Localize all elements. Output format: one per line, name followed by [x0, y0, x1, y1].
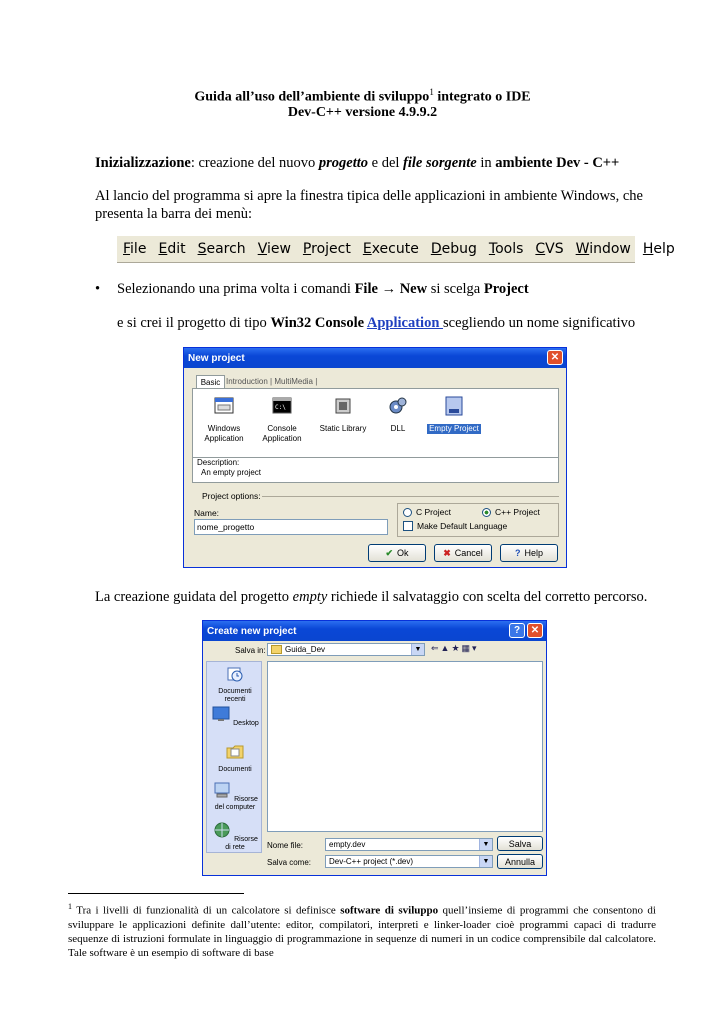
help-question-icon[interactable]: ?	[509, 623, 525, 638]
radio-cpp-label: C++ Project	[495, 507, 540, 517]
cancel-button[interactable]	[434, 544, 492, 562]
project-options-label: Project options:	[202, 491, 261, 501]
init-text-3: in	[476, 155, 496, 171]
nome-file-label: Nome file:	[267, 841, 304, 850]
close-icon[interactable]: ✕	[527, 623, 543, 638]
footnote-number: 1	[68, 902, 72, 911]
back-icon[interactable]: ⇐	[431, 643, 441, 653]
application-link[interactable]: Application	[366, 315, 444, 331]
cancel-x-icon: ✖	[443, 547, 451, 558]
init-progetto: progetto	[318, 155, 369, 171]
bullet-t1: Selezionando una prima volta i comandi	[117, 281, 355, 297]
options-divider	[262, 496, 559, 497]
template-console-app[interactable]	[257, 395, 307, 444]
svg-text:C:\: C:\	[275, 404, 286, 411]
place-risorse-rete[interactable]	[210, 821, 260, 852]
title-text-end: integrato o IDE	[433, 89, 531, 105]
template-windows-app[interactable]	[199, 395, 249, 444]
new-folder-icon[interactable]: ★	[451, 643, 462, 653]
create-project-titlebar	[203, 621, 546, 641]
arrow-icon: →	[381, 281, 397, 297]
launch-paragraph: Al lancio del programma si apre la finestra tipica delle applicazioni in ambiente Windows, che presenta la barra dei menù:	[95, 188, 643, 222]
ok-label: Ok	[397, 548, 409, 558]
place-label: Risorse di rete	[225, 836, 258, 851]
view-menu-icon[interactable]: ▦▾	[461, 643, 479, 653]
template-static-library[interactable]	[315, 395, 371, 434]
cancel-label: Cancel	[454, 548, 483, 558]
radio-icon	[403, 508, 412, 517]
help-button[interactable]	[500, 544, 558, 562]
name-label: Name:	[194, 508, 220, 518]
empty-project-icon	[443, 395, 465, 417]
description-label: Description:	[197, 458, 240, 467]
template-label: Windows	[207, 424, 241, 433]
menu-debug: Debug	[430, 241, 477, 257]
menu-file: File	[123, 241, 147, 257]
template-empty-project[interactable]	[427, 395, 481, 434]
bullet-new: New	[399, 281, 428, 297]
menu-cvs: CVS	[535, 241, 564, 257]
menu-project: Project	[302, 241, 351, 257]
radio-c-project[interactable]	[403, 507, 451, 517]
checkbox-icon	[403, 521, 413, 531]
help-label: Help	[524, 548, 543, 558]
footnote-t1: Tra i livelli di funzionalità di un calcolatore si definisce	[72, 904, 341, 917]
radio-c-label: C Project	[416, 507, 451, 517]
chevron-down-icon: ▼	[479, 856, 492, 867]
template-label: Console	[267, 424, 297, 433]
menu-help: Help	[642, 241, 675, 257]
salva-button[interactable]: Salva	[497, 836, 543, 851]
file-list[interactable]	[267, 661, 543, 832]
menu-window: Window	[575, 241, 631, 257]
title-text: Guida all’uso dell’ambiente di sviluppo	[194, 89, 430, 105]
place-documenti[interactable]	[210, 743, 260, 774]
salva-come-label: Salva come:	[267, 858, 312, 867]
chevron-down-icon: ▼	[411, 644, 424, 655]
init-ambiente: ambiente Dev - C++	[495, 155, 620, 171]
place-label: Desktop	[233, 720, 259, 727]
bullet-text	[117, 280, 529, 298]
bullet-project: Project	[483, 281, 529, 297]
project-name-input[interactable]	[194, 519, 388, 535]
template-label-selected: Empty Project	[427, 424, 481, 434]
salva-come-value: Dev-C++ project (*.dev)	[329, 857, 414, 866]
chevron-down-icon: ▼	[479, 839, 492, 850]
computer-icon	[212, 781, 232, 799]
tab-basic[interactable]: Basic	[196, 375, 225, 389]
template-label: Application	[262, 434, 302, 443]
init-paragraph	[95, 154, 619, 172]
menu-execute: Execute	[362, 241, 419, 257]
template-label: Static Library	[319, 424, 367, 433]
place-label: Risorse del computer	[214, 796, 258, 811]
new-project-title: New project	[188, 352, 245, 364]
doc-title-line1	[0, 87, 725, 106]
folder-value: Guida_Dev	[285, 645, 326, 654]
recent-clock-icon	[225, 665, 245, 683]
init-text-2: e del	[368, 155, 404, 171]
template-dll[interactable]	[373, 395, 423, 434]
new-project-dialog	[183, 347, 567, 568]
close-icon[interactable]: ✕	[547, 350, 563, 365]
init-file-sorgente: file sorgente	[403, 155, 477, 171]
doc-title-line2: Dev-C++ versione 4.9.9.2	[287, 105, 438, 120]
place-label: Documenti	[218, 766, 252, 773]
default-language-checkbox[interactable]	[403, 521, 507, 531]
footnote	[68, 900, 656, 960]
library-icon	[332, 395, 354, 417]
template-label: DLL	[390, 424, 406, 433]
nav-toolbar	[431, 643, 479, 654]
bullet-dot-icon: •	[95, 281, 101, 297]
description-box	[192, 458, 559, 483]
description-value: An empty project	[201, 468, 262, 477]
annulla-button[interactable]: Annulla	[497, 854, 543, 869]
salva-in-label: Salva in:	[235, 646, 266, 655]
documents-folder-icon	[225, 743, 245, 761]
empty-italic: empty	[292, 589, 328, 605]
nome-file-input[interactable]	[325, 838, 493, 851]
radio-cpp-project[interactable]	[482, 507, 540, 517]
bullet-t2: si scelga	[427, 281, 484, 297]
console-icon	[271, 395, 293, 417]
place-risorse-computer[interactable]	[210, 781, 260, 812]
folder-icon	[271, 645, 282, 654]
place-documenti-recenti[interactable]	[210, 665, 260, 704]
check-icon: ✔	[385, 547, 394, 558]
nome-file-value: empty.dev	[329, 840, 366, 849]
init-bold: Inizializzazione	[95, 155, 191, 171]
template-label: Application	[204, 434, 244, 443]
checkbox-label: Make Default Language	[417, 521, 508, 531]
footnote-ref: 1	[429, 87, 434, 97]
salva-come-select[interactable]	[325, 855, 493, 868]
bullet-file: File	[354, 281, 378, 297]
empty-t1: La creazione guidata del progetto	[95, 589, 293, 605]
menu-search: Search	[197, 241, 246, 257]
init-text: : creazione del nuovo	[190, 155, 319, 171]
place-desktop[interactable]	[210, 705, 260, 728]
place-label: Documenti recenti	[218, 688, 252, 703]
folder-select[interactable]	[267, 643, 425, 656]
menu-view: View	[257, 241, 291, 257]
footnote-separator	[68, 893, 244, 894]
win32-line	[117, 314, 635, 332]
desktop-icon	[211, 705, 231, 723]
footnote-t2: quell’insieme di programmi che consentono di sviluppare le applicazioni definite dall’utente: editor, compilatori, interpreti e linker-loader cioè programmi capaci di tradurre sequenze di istruzioni formulate in linguaggio di programmazione in sequenze di numeri in un codice comprensibile dal calcolatore. Tale software è un esempio di software di base	[68, 904, 656, 959]
tab-others[interactable]: Introduction | MultiMedia |	[226, 377, 318, 386]
new-project-titlebar	[184, 348, 566, 368]
menu-tools: Tools	[488, 241, 524, 257]
empty-t2: richiede il salvataggio con scelta del corretto percorso.	[327, 589, 648, 605]
ok-button[interactable]	[368, 544, 426, 562]
dll-gear-icon	[387, 395, 409, 417]
question-icon: ?	[514, 548, 521, 558]
win32-t1: e si crei il progetto di tipo	[117, 315, 271, 331]
footnote-bold: software di sviluppo	[340, 904, 439, 917]
network-globe-icon	[212, 821, 232, 839]
up-folder-icon[interactable]: ▲	[440, 643, 452, 653]
win32-t2: scegliendo un nome significativo	[443, 315, 636, 331]
create-project-dialog	[202, 620, 547, 876]
menubar-image	[117, 235, 675, 263]
create-project-title: Create new project	[207, 625, 297, 637]
window-icon	[213, 395, 235, 417]
menu-edit: Edit	[158, 241, 186, 257]
win32-console: Win32 Console	[270, 315, 367, 331]
template-list	[192, 388, 559, 458]
radio-selected-icon	[482, 508, 491, 517]
empty-paragraph	[95, 588, 647, 606]
